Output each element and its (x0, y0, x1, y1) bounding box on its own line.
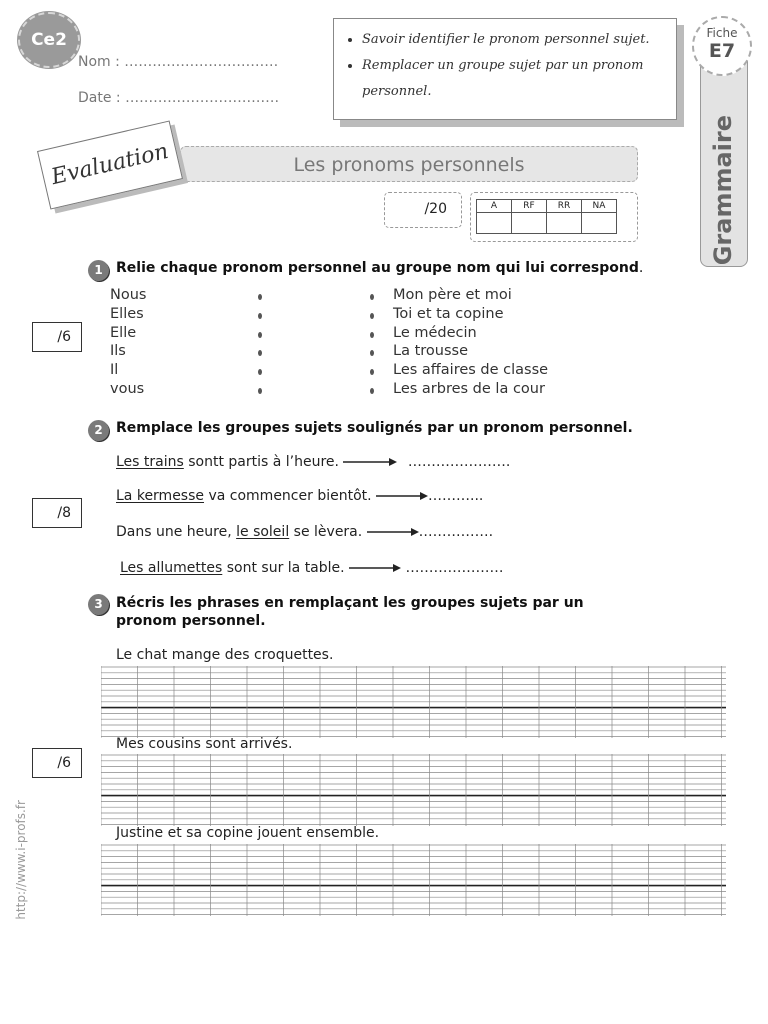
exercise-1-score: /6 (32, 322, 82, 352)
left-dots (258, 294, 262, 394)
objectives-box (333, 18, 677, 120)
connect-dot[interactable] (258, 294, 262, 300)
grade-cell[interactable] (477, 213, 512, 234)
sentence-post: se lèvera. (289, 524, 363, 540)
fiche-badge (692, 16, 752, 76)
connect-dot[interactable] (258, 369, 262, 375)
writing-grid[interactable] (101, 754, 726, 826)
pronoun-item: Il (110, 362, 119, 379)
date-dots: …………………………… (125, 90, 280, 106)
grade-col-na: NA (582, 200, 617, 213)
writing-grid[interactable] (101, 666, 726, 738)
exercise-3-instruction (116, 594, 584, 630)
group-item: Toi et ta copine (393, 305, 504, 322)
rewrite-sentence: Mes cousins sont arrivés. (116, 736, 293, 752)
exercise-1-instruction-text: Relie chaque pronom personnel au groupe nom qui lui correspond (116, 260, 639, 276)
total-score: /20 (384, 192, 462, 228)
rewrite-sentence: Justine et sa copine jouent ensemble. (116, 825, 380, 841)
sentence-row (116, 454, 510, 470)
grade-col-rf: RF (512, 200, 547, 213)
connect-dot[interactable] (258, 350, 262, 356)
answer-blank[interactable]: ………………… (405, 560, 504, 576)
connect-dot[interactable] (258, 313, 262, 319)
underlined-subject: La kermesse (116, 488, 205, 504)
grade-box (470, 192, 638, 242)
pronoun-item: Ils (110, 343, 126, 360)
grade-cell[interactable] (582, 213, 617, 234)
exercise-2-number: 2 (88, 420, 109, 441)
exercise-3-instruction-line: Récris les phrases en remplaçant les groupes sujets par un (116, 595, 584, 611)
group-item: Le médecin (393, 324, 477, 341)
name-dots: …………………………… (124, 54, 279, 70)
pronoun-list (110, 286, 146, 399)
arrow-icon (349, 563, 401, 573)
connect-dot[interactable] (258, 332, 262, 338)
fiche-label: Fiche (706, 26, 738, 40)
source-url: http://www.i-profs.fr (14, 800, 28, 920)
connect-dot[interactable] (370, 388, 374, 394)
right-dots (370, 294, 374, 394)
level-badge: Ce2 (18, 12, 80, 68)
grade-col-rr: RR (547, 200, 582, 213)
pronoun-item: vous (110, 380, 145, 397)
group-list (393, 286, 548, 399)
name-field (78, 54, 278, 70)
group-item: Mon père et moi (393, 287, 512, 303)
answer-blank[interactable]: ………... (428, 488, 484, 504)
rewrite-sentence: Le chat mange des croquettes. (116, 647, 334, 663)
exercise-3-instruction-line: pronom personnel. (116, 613, 266, 629)
connect-dot[interactable] (370, 294, 374, 300)
sentence-row (116, 488, 483, 504)
group-item: Les affaires de classe (393, 362, 549, 379)
objective-item: • Remplacer un groupe sujet par un pronom personnel. (362, 53, 666, 105)
grade-cell[interactable] (547, 213, 582, 234)
connect-dot[interactable] (258, 388, 262, 394)
connect-dot[interactable] (370, 369, 374, 375)
date-field (78, 90, 279, 106)
exercise-1-number: 1 (88, 260, 109, 281)
sentence-row (120, 560, 504, 576)
exercise-2-instruction: Remplace les groupes sujets soulignés par un pronom personnel. (116, 420, 633, 436)
exercise-2-score: /8 (32, 498, 82, 528)
underlined-subject: Les trains (116, 454, 184, 470)
exercise-1-instruction (116, 260, 643, 276)
arrow-icon (367, 527, 419, 537)
group-item: Les arbres de la cour (393, 380, 545, 397)
fiche-code: E7 (708, 40, 736, 62)
connect-dot[interactable] (370, 350, 374, 356)
subject-tab-label-wrap (700, 70, 746, 265)
underlined-subject: Les allumettes (120, 560, 223, 576)
sentence-post: sont sur la table. (222, 560, 345, 576)
page-title: Les pronoms personnels (180, 146, 638, 182)
underlined-subject: le soleil (236, 524, 290, 540)
sentence-post: va commencer bientôt. (204, 488, 372, 504)
evaluation-label: Evaluation (37, 120, 183, 209)
answer-blank[interactable]: ……………. (418, 524, 494, 540)
writing-grid[interactable] (101, 844, 726, 916)
exercise-3-score: /6 (32, 748, 82, 778)
name-label: Nom : (78, 54, 120, 70)
connect-dot[interactable] (370, 313, 374, 319)
pronoun-item: Elle (110, 324, 137, 341)
objective-item: • Savoir identifier le pronom personnel sujet. (362, 27, 666, 53)
sentence-pre: Dans une heure, (116, 524, 237, 540)
exercise-1-instruction-end: . (638, 260, 644, 276)
source-url-wrap (14, 800, 34, 940)
answer-blank[interactable]: …………………. (407, 454, 511, 470)
arrow-icon (376, 491, 428, 501)
group-item: La trousse (393, 343, 468, 360)
grade-table (476, 199, 617, 234)
pronoun-item: Nous (110, 287, 147, 303)
date-label: Date : (78, 90, 121, 106)
pronoun-item: Elles (110, 305, 144, 322)
arrow-icon (343, 457, 397, 467)
grade-cell[interactable] (512, 213, 547, 234)
sentence-post: sontt partis à l’heure. (183, 454, 339, 470)
sentence-row (116, 524, 493, 540)
exercise-3-number: 3 (88, 594, 109, 615)
grade-col-a: A (477, 200, 512, 213)
connect-dot[interactable] (370, 332, 374, 338)
subject-tab-label: Grammaire (709, 114, 737, 265)
